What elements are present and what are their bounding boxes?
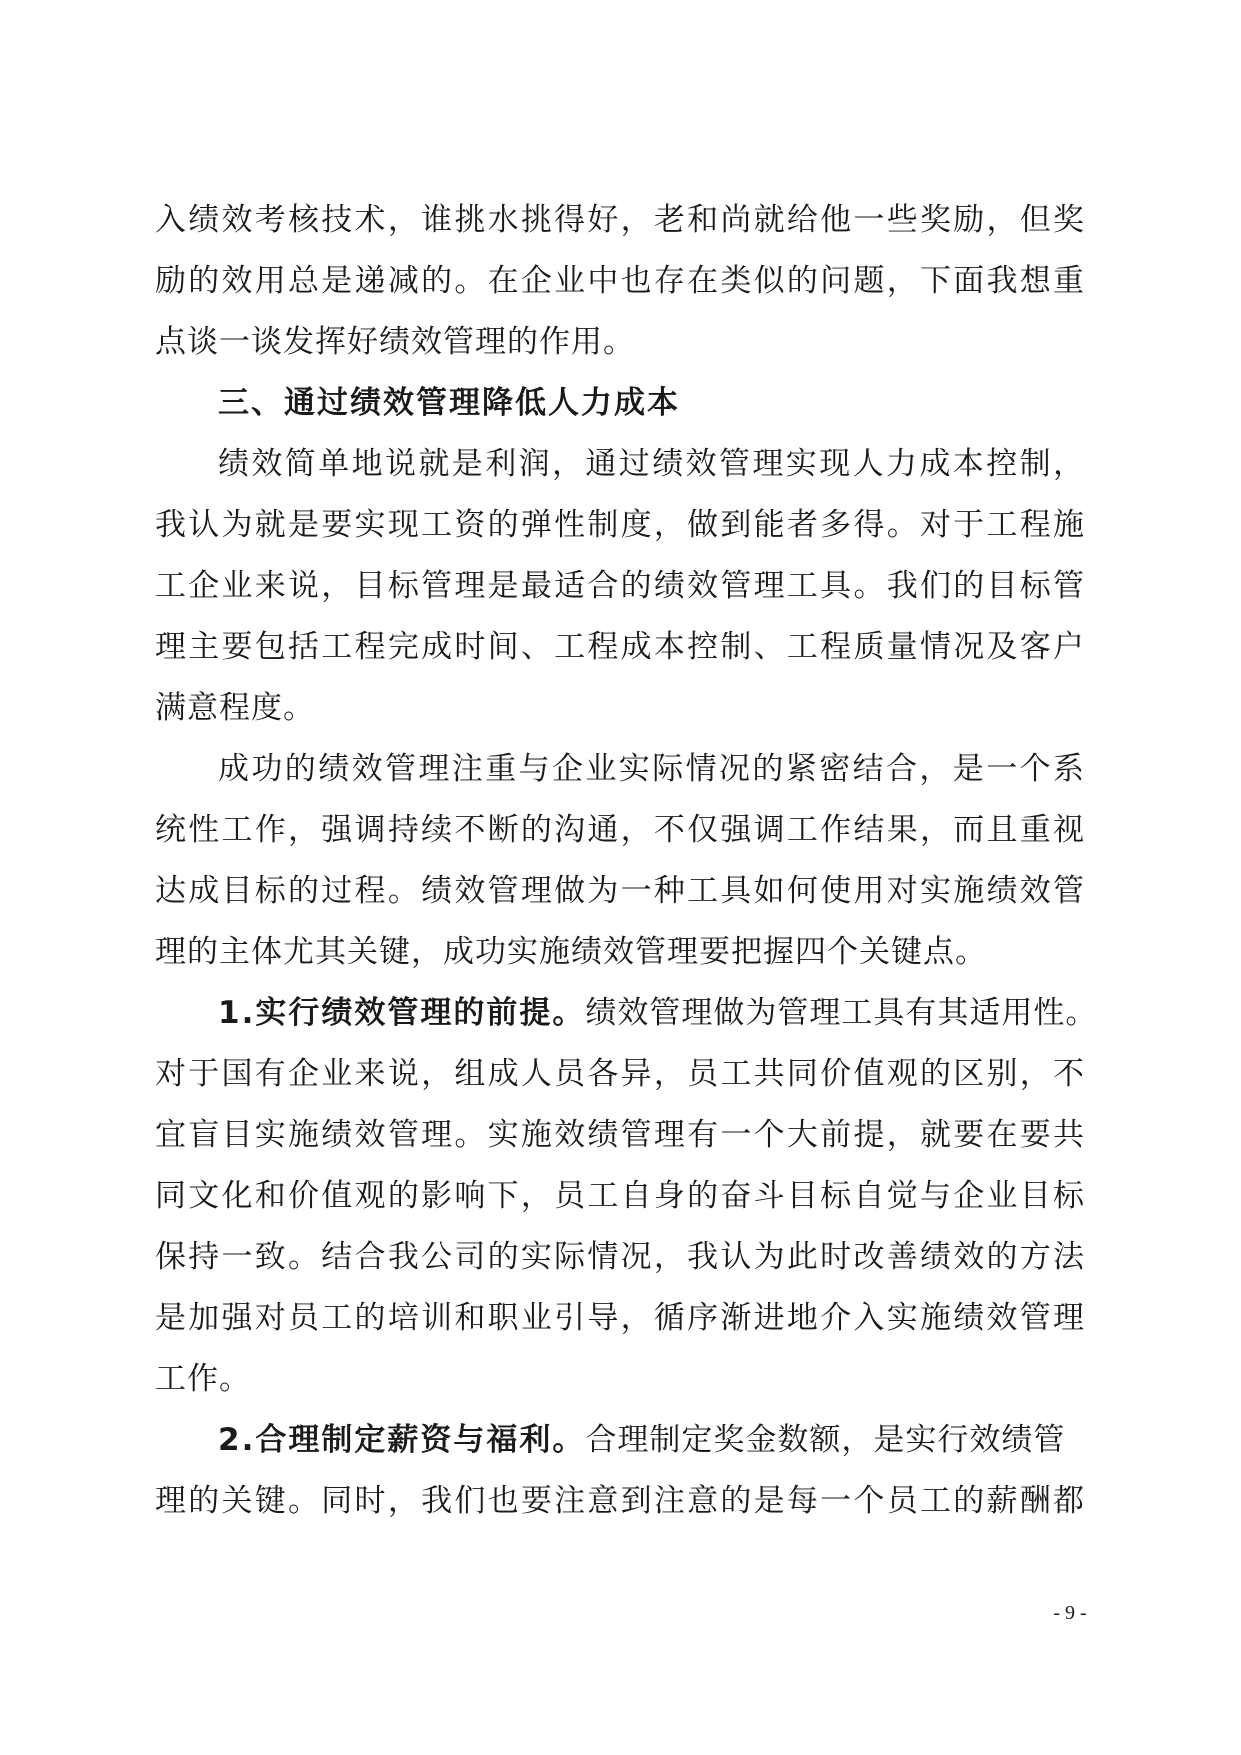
paragraph-line: 理的关键。同时，我们也要注意到注意的是每一个员工的薪酬都 bbox=[155, 1483, 1085, 1519]
paragraph-line: 同文化和价值观的影响下，员工自身的奋斗目标自觉与企业目标 bbox=[155, 1178, 1085, 1214]
paragraph-line: 我认为就是要实现工资的弹性制度，做到能者多得。对于工程施 bbox=[155, 507, 1085, 543]
subsection-title: 1.实行绩效管理的前提。 bbox=[218, 995, 586, 1031]
paragraph-line: 理的主体尤其关键，成功实施绩效管理要把握四个关键点。 bbox=[155, 934, 987, 970]
paragraph-line: 达成目标的过程。绩效管理做为一种工具如何使用对实施绩效管 bbox=[155, 873, 1085, 909]
paragraph-line: 工作。 bbox=[155, 1361, 251, 1397]
paragraph-line: 理主要包括工程完成时间、工程成本控制、工程质量情况及客户 bbox=[155, 629, 1085, 665]
paragraph-line: 励的效用总是递减的。在企业中也存在类似的问题，下面我想重 bbox=[155, 263, 1085, 299]
subsection-paragraph-line bbox=[218, 983, 1098, 1043]
paragraph-line: 点谈一谈发挥好绩效管理的作用。 bbox=[155, 324, 635, 360]
subsection-title: 2.合理制定薪资与福利。 bbox=[218, 1422, 586, 1458]
paragraph-text: 合理制定奖金数额，是实行效绩管 bbox=[585, 1422, 1066, 1458]
paragraph-line: 工企业来说，目标管理是最适合的绩效管理工具。我们的目标管 bbox=[155, 568, 1085, 604]
paragraph-line: 绩效简单地说就是利润，通过绩效管理实现人力成本控制， bbox=[218, 446, 1085, 482]
section-heading: 三、通过绩效管理降低人力成本 bbox=[218, 385, 680, 421]
paragraph-line: 满意程度。 bbox=[155, 690, 315, 726]
paragraph-line: 保持一致。结合我公司的实际情况，我认为此时改善绩效的方法 bbox=[155, 1239, 1085, 1275]
paragraph-line: 宜盲目实施绩效管理。实施效绩管理有一个大前提，就要在要共 bbox=[155, 1117, 1085, 1153]
paragraph-line: 成功的绩效管理注重与企业实际情况的紧密结合，是一个系 bbox=[218, 751, 1085, 787]
paragraph-text: 绩效管理做为管理工具有其适用性。 bbox=[585, 995, 1098, 1031]
page-number: - 9 - bbox=[1053, 1602, 1087, 1624]
paragraph-line: 统性工作，强调持续不断的沟通，不仅强调工作结果，而且重视 bbox=[155, 812, 1085, 848]
subsection-paragraph-line bbox=[218, 1410, 1085, 1470]
paragraph-line: 对于国有企业来说，组成人员各异，员工共同价值观的区别，不 bbox=[155, 1056, 1085, 1092]
paragraph-line: 入绩效考核技术，谁挑水挑得好，老和尚就给他一些奖励，但奖 bbox=[155, 202, 1085, 238]
paragraph-line: 是加强对员工的培训和职业引导，循序渐进地介入实施绩效管理 bbox=[155, 1300, 1085, 1336]
